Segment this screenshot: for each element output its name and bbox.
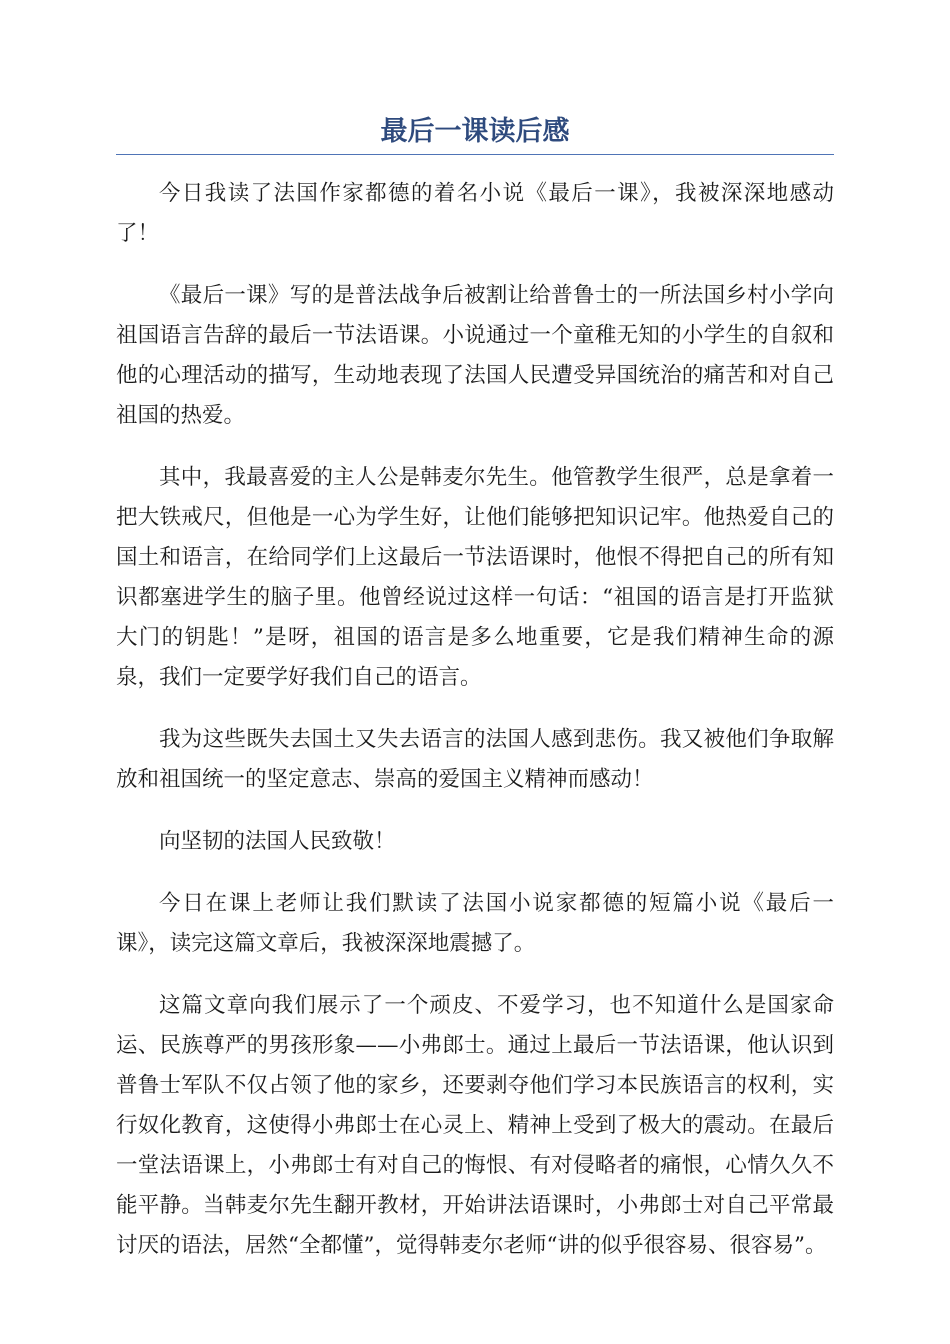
- paragraph-2: 《最后一课》写的是普法战争后被割让给普鲁士的一所法国乡村小学向祖国语言告辞的最后一节法语课。小说通过一个童稚无知的小学生的自叙和他的心理活动的描写，生动地表现了法国人民遭受异国统治的痛苦和对自己祖国的热爱。: [116, 283, 834, 428]
- paragraph-3: 其中，我最喜爱的主人公是韩麦尔先生。他管教学生很严，总是拿着一把大铁戒尺，但他是一心为学生好，让他们能够把知识记牢。他热爱自己的国土和语言，在给同学们上这最后一节法语课时，他恨不得把自己的所有知识都塞进学生的脑子里。他曾经说过这样一句话：“祖国的语言是打开监狱大门的钥匙！”是呀，祖国的语言是多么地重要，它是我们精神生命的源泉，我们一定要学好我们自己的语言。: [116, 465, 834, 690]
- paragraph-6: 今日在课上老师让我们默读了法国小说家都德的短篇小说《最后一课》，读完这篇文章后，我被深深地震撼了。: [116, 891, 834, 956]
- paragraph-1: 今日我读了法国作家都德的着名小说《最后一课》，我被深深地感动了！: [116, 181, 834, 246]
- paragraph-5: 向坚韧的法国人民致敬！: [159, 829, 396, 854]
- document-body: [116, 174, 834, 1288]
- paragraph-4: 我为这些既失去国土又失去语言的法国人感到悲伤。我又被他们争取解放和祖国统一的坚定意志、崇高的爱国主义精神而感动！: [116, 727, 834, 792]
- document-title: 最后一课读后感: [380, 116, 570, 147]
- paragraph-7: 这篇文章向我们展示了一个顽皮、不爱学习，也不知道什么是国家命运、民族尊严的男孩形象——小弗郎士。通过上最后一节法语课，他认识到普鲁士军队不仅占领了他的家乡，还要剥夺他们学习本民族语言的权利，实行奴化教育，这使得小弗郎士在心灵上、精神上受到了极大的震动。在最后一堂法语课上，小弗郎士有对自己的悔恨、有对侵略者的痛恨，心情久久不能平静。当韩麦尔先生翻开教材，开始讲法语课时，小弗郎士对自己平常最讨厌的语法，居然“全都懂”，觉得韩麦尔老师“讲的似乎很容易、很容易”。: [116, 993, 834, 1258]
- title-underline-rule: [116, 154, 834, 155]
